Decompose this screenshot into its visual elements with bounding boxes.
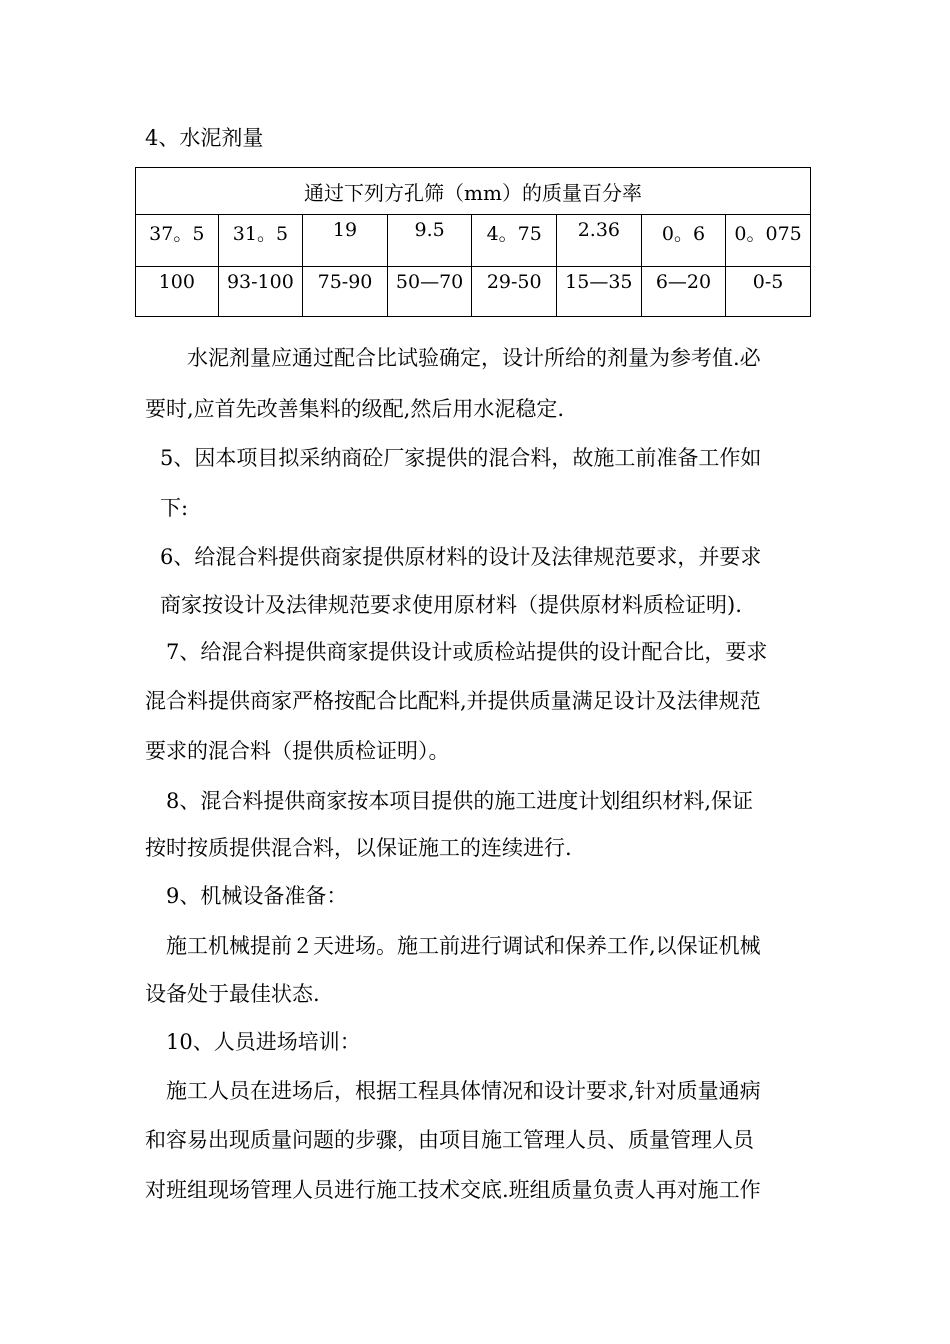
table-cell: 19 <box>303 215 388 267</box>
table-cell: 50—70 <box>387 267 472 317</box>
table-cell: 2.36 <box>556 215 641 267</box>
table-cell: 0。075 <box>726 215 811 267</box>
gradation-table <box>135 167 811 317</box>
paragraph-line: 9、机械设备准备： <box>166 884 348 908</box>
paragraph-line: 7、给混合料提供商家提供设计或质检站提供的设计配合比，要求 <box>166 640 768 664</box>
paragraph-line: 要求的混合料（提供质检证明）。 <box>145 739 450 763</box>
paragraph-line: 混合料提供商家严格按配合比配料,并提供质量满足设计及法律规范 <box>145 689 761 713</box>
paragraph-line: 下: <box>160 496 189 520</box>
paragraph-line: 和容易出现质量问题的步骤，由项目施工管理人员、质量管理人员 <box>145 1128 754 1152</box>
table-cell: 93-100 <box>218 267 303 317</box>
paragraph-line: 10、人员进场培训： <box>166 1030 361 1054</box>
paragraph-line: 水泥剂量应通过配合比试验确定，设计所给的剂量为参考值.必 <box>187 346 761 370</box>
paragraph-line: 对班组现场管理人员进行施工技术交底.班组质量负责人再对施工作 <box>145 1178 761 1202</box>
paragraph-line: 施工机械提前２天进场。施工前进行调试和保养工作,以保证机械 <box>166 934 761 958</box>
table-cell: 37。5 <box>136 215 219 267</box>
table-cell: 15—35 <box>556 267 641 317</box>
table-cell: 0。6 <box>641 215 726 267</box>
paragraph-line: 施工人员在进场后，根据工程具体情况和设计要求,针对质量通病 <box>166 1079 761 1103</box>
paragraph-line: 5、因本项目拟采纳商砼厂家提供的混合料，故施工前准备工作如 <box>160 446 762 470</box>
table-cell: 29-50 <box>472 267 557 317</box>
table-cell: 9.5 <box>387 215 472 267</box>
table-header: 通过下列方孔筛（mm）的质量百分率 <box>136 168 811 215</box>
table-cell: 0-5 <box>726 267 811 317</box>
table-row <box>136 215 811 267</box>
table-row <box>136 267 811 317</box>
table-cell: 6—20 <box>641 267 726 317</box>
section-heading: 4、水泥剂量 <box>145 126 264 150</box>
paragraph-line: 商家按设计及法律规范要求使用原材料（提供原材料质检证明). <box>160 593 742 617</box>
paragraph-line: 按时按质提供混合料，以保证施工的连续进行. <box>145 836 572 860</box>
paragraph-line: 6、给混合料提供商家提供原材料的设计及法律规范要求，并要求 <box>160 545 762 569</box>
table-cell: 31。5 <box>218 215 303 267</box>
paragraph-line: 设备处于最佳状态. <box>145 982 320 1006</box>
paragraph-line: 8、混合料提供商家按本项目提供的施工进度计划组织材料,保证 <box>166 789 754 813</box>
table-cell: 4。75 <box>472 215 557 267</box>
table-cell: 100 <box>136 267 219 317</box>
paragraph-line: 要时,应首先改善集料的级配,然后用水泥稳定. <box>145 397 565 421</box>
table-cell: 75-90 <box>303 267 388 317</box>
